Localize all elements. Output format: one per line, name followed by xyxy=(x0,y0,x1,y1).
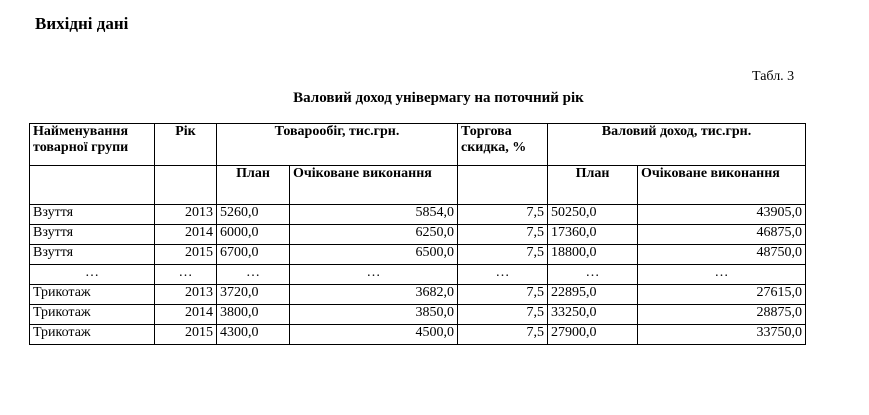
gross-income-table xyxy=(29,123,806,345)
cell-group: Трикотаж xyxy=(30,285,155,305)
table-row xyxy=(30,205,806,225)
header-gross-expected: Очіковане виконання xyxy=(638,166,806,205)
cell-turnover-expected: 6250,0 xyxy=(290,225,458,245)
header-empty xyxy=(458,166,548,205)
cell-year: 2014 xyxy=(155,225,217,245)
cell-ellipsis: … xyxy=(548,265,638,285)
cell-turnover-expected: 3682,0 xyxy=(290,285,458,305)
table-row xyxy=(30,285,806,305)
cell-gross-expected: 28875,0 xyxy=(638,305,806,325)
cell-discount: 7,5 xyxy=(458,325,548,345)
header-row-2 xyxy=(30,166,806,205)
cell-group: Взуття xyxy=(30,245,155,265)
cell-gross-plan: 27900,0 xyxy=(548,325,638,345)
header-turnover-expected: Очіковане виконання xyxy=(290,166,458,205)
cell-ellipsis: … xyxy=(458,265,548,285)
cell-ellipsis: … xyxy=(217,265,290,285)
cell-discount: 7,5 xyxy=(458,245,548,265)
header-year: Рік xyxy=(155,124,217,166)
page-heading: Вихідні дані xyxy=(35,14,129,33)
cell-gross-plan: 33250,0 xyxy=(548,305,638,325)
header-row-1 xyxy=(30,124,806,166)
header-turnover-plan: План xyxy=(217,166,290,205)
cell-turnover-plan: 4300,0 xyxy=(217,325,290,345)
cell-gross-expected: 46875,0 xyxy=(638,225,806,245)
cell-year: 2014 xyxy=(155,305,217,325)
cell-gross-expected: 27615,0 xyxy=(638,285,806,305)
table-row xyxy=(30,305,806,325)
cell-discount: 7,5 xyxy=(458,225,548,245)
cell-group: Трикотаж xyxy=(30,305,155,325)
cell-gross-expected: 48750,0 xyxy=(638,245,806,265)
table-row-ellipsis xyxy=(30,265,806,285)
header-gross-income: Валовий доход, тис.грн. xyxy=(548,124,806,166)
cell-ellipsis: … xyxy=(155,265,217,285)
cell-gross-plan: 17360,0 xyxy=(548,225,638,245)
cell-gross-expected: 33750,0 xyxy=(638,325,806,345)
cell-turnover-expected: 5854,0 xyxy=(290,205,458,225)
header-turnover: Товарообіг, тис.грн. xyxy=(217,124,458,166)
header-gross-plan: План xyxy=(548,166,638,205)
cell-gross-plan: 50250,0 xyxy=(548,205,638,225)
cell-group: Трикотаж xyxy=(30,325,155,345)
table-row xyxy=(30,325,806,345)
header-empty xyxy=(30,166,155,205)
cell-gross-expected: 43905,0 xyxy=(638,205,806,225)
cell-group: Взуття xyxy=(30,205,155,225)
cell-turnover-plan: 5260,0 xyxy=(217,205,290,225)
cell-turnover-plan: 3720,0 xyxy=(217,285,290,305)
cell-turnover-expected: 3850,0 xyxy=(290,305,458,325)
cell-year: 2015 xyxy=(155,245,217,265)
cell-ellipsis: … xyxy=(30,265,155,285)
cell-gross-plan: 22895,0 xyxy=(548,285,638,305)
cell-discount: 7,5 xyxy=(458,305,548,325)
cell-turnover-plan: 3800,0 xyxy=(217,305,290,325)
table-row xyxy=(30,245,806,265)
cell-ellipsis: … xyxy=(290,265,458,285)
cell-ellipsis: … xyxy=(638,265,806,285)
cell-year: 2015 xyxy=(155,325,217,345)
cell-turnover-plan: 6700,0 xyxy=(217,245,290,265)
table-row xyxy=(30,225,806,245)
table-reference: Табл. 3 xyxy=(752,69,795,84)
header-empty xyxy=(155,166,217,205)
cell-turnover-expected: 6500,0 xyxy=(290,245,458,265)
cell-group: Взуття xyxy=(30,225,155,245)
cell-year: 2013 xyxy=(155,285,217,305)
header-discount: Торгова скидка, % xyxy=(458,124,548,166)
cell-year: 2013 xyxy=(155,205,217,225)
cell-discount: 7,5 xyxy=(458,285,548,305)
table-caption: Валовий доход універмагу на поточний рік xyxy=(293,90,584,106)
cell-turnover-plan: 6000,0 xyxy=(217,225,290,245)
header-group: Найменування товарної групи xyxy=(30,124,155,166)
cell-gross-plan: 18800,0 xyxy=(548,245,638,265)
cell-discount: 7,5 xyxy=(458,205,548,225)
cell-turnover-expected: 4500,0 xyxy=(290,325,458,345)
